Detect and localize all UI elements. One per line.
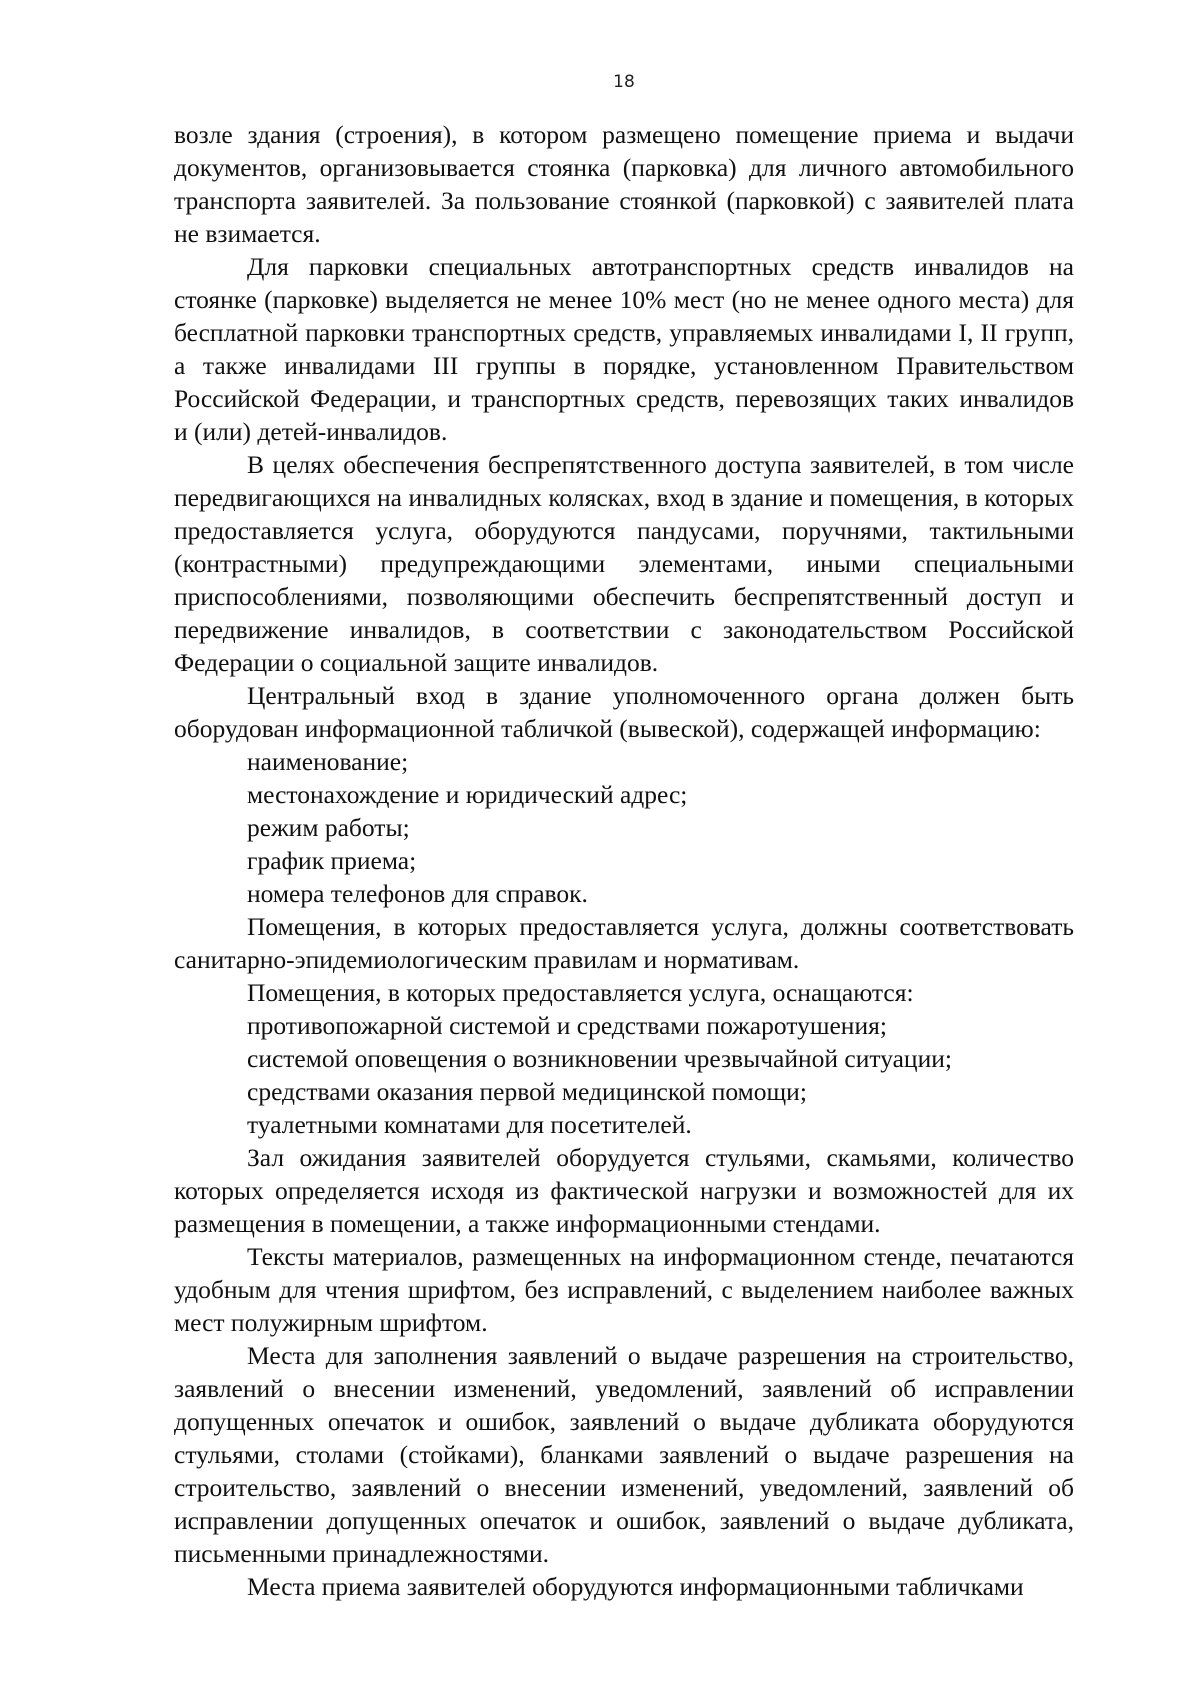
paragraph: возле здания (строения), в котором размещено помещение приема и выдачи документов, организовывается стоянка (парковка) для личного автомобильного транспорта заявителей. За пользование стоянкой (парковкой) с заявителей плата не взимается.	[174, 120, 1074, 248]
list-item: наименование;	[247, 747, 409, 776]
list-item: номера телефонов для справок.	[247, 879, 588, 908]
paragraph: Места приема заявителей оборудуются информационными табличками	[247, 1572, 1024, 1601]
page-number: 18	[613, 72, 635, 92]
list-item: туалетными комнатами для посетителей.	[247, 1110, 692, 1139]
list-item: противопожарной системой и средствами пожаротушения;	[247, 1011, 887, 1040]
paragraph: В целях обеспечения беспрепятственного доступа заявителей, в том числе передвигающихся на инвалидных колясках, вход в здание и помещения, в которых предоставляется услуга, оборудуются пандусами, поручнями, тактильными (контрастными) предупреждающими элементами, иными специальными приспособлениями, позволяющими обеспечить беспрепятственный доступ и передвижение инвалидов, в соответствии с законодательством Российской Федерации о социальной защите инвалидов.	[174, 450, 1074, 677]
document-body	[174, 118, 1164, 1603]
list-item: режим работы;	[247, 813, 410, 842]
paragraph: Места для заполнения заявлений о выдаче разрешения на строительство, заявлений о внесении изменений, уведомлений, заявлений об исправлении допущенных опечаток и ошибок, заявлений о выдаче дубликата оборудуются стульями, столами (стойками), бланками заявлений о выдаче разрешения на строительство, заявлений о внесении изменений, уведомлений, заявлений об исправлении допущенных опечаток и ошибок, заявлений о выдаче дубликата, письменными принадлежностями.	[174, 1341, 1074, 1568]
paragraph: Тексты материалов, размещенных на информационном стенде, печатаются удобным для чтения шрифтом, без исправлений, с выделением наиболее важных мест полужирным шрифтом.	[174, 1242, 1074, 1337]
paragraph: Помещения, в которых предоставляется услуга, должны соответствовать санитарно-эпидемиологическим правилам и нормативам.	[174, 912, 1074, 974]
list-item: график приема;	[247, 846, 417, 875]
paragraph: Зал ожидания заявителей оборудуется стульями, скамьями, количество которых определяется исходя из фактической нагрузки и возможностей для их размещения в помещении, а также информационными стендами.	[174, 1143, 1074, 1238]
list-item: местонахождение и юридический адрес;	[247, 780, 688, 809]
list-item: системой оповещения о возникновении чрезвычайной ситуации;	[247, 1044, 952, 1073]
list-item: средствами оказания первой медицинской помощи;	[247, 1077, 807, 1106]
paragraph: Центральный вход в здание уполномоченного органа должен быть оборудован информационной табличкой (вывеской), содержащей информацию:	[174, 681, 1074, 743]
paragraph: Для парковки специальных автотранспортных средств инвалидов на стоянке (парковке) выделяется не менее 10% мест (но не менее одного места) для бесплатной парковки транспортных средств, управляемых инвалидами I, II групп, а также инвалидами III группы в порядке, установленном Правительством Российской Федерации, и транспортных средств, перевозящих таких инвалидов и (или) детей-инвалидов.	[174, 252, 1164, 446]
list-item: Помещения, в которых предоставляется услуга, оснащаются:	[247, 978, 914, 1007]
